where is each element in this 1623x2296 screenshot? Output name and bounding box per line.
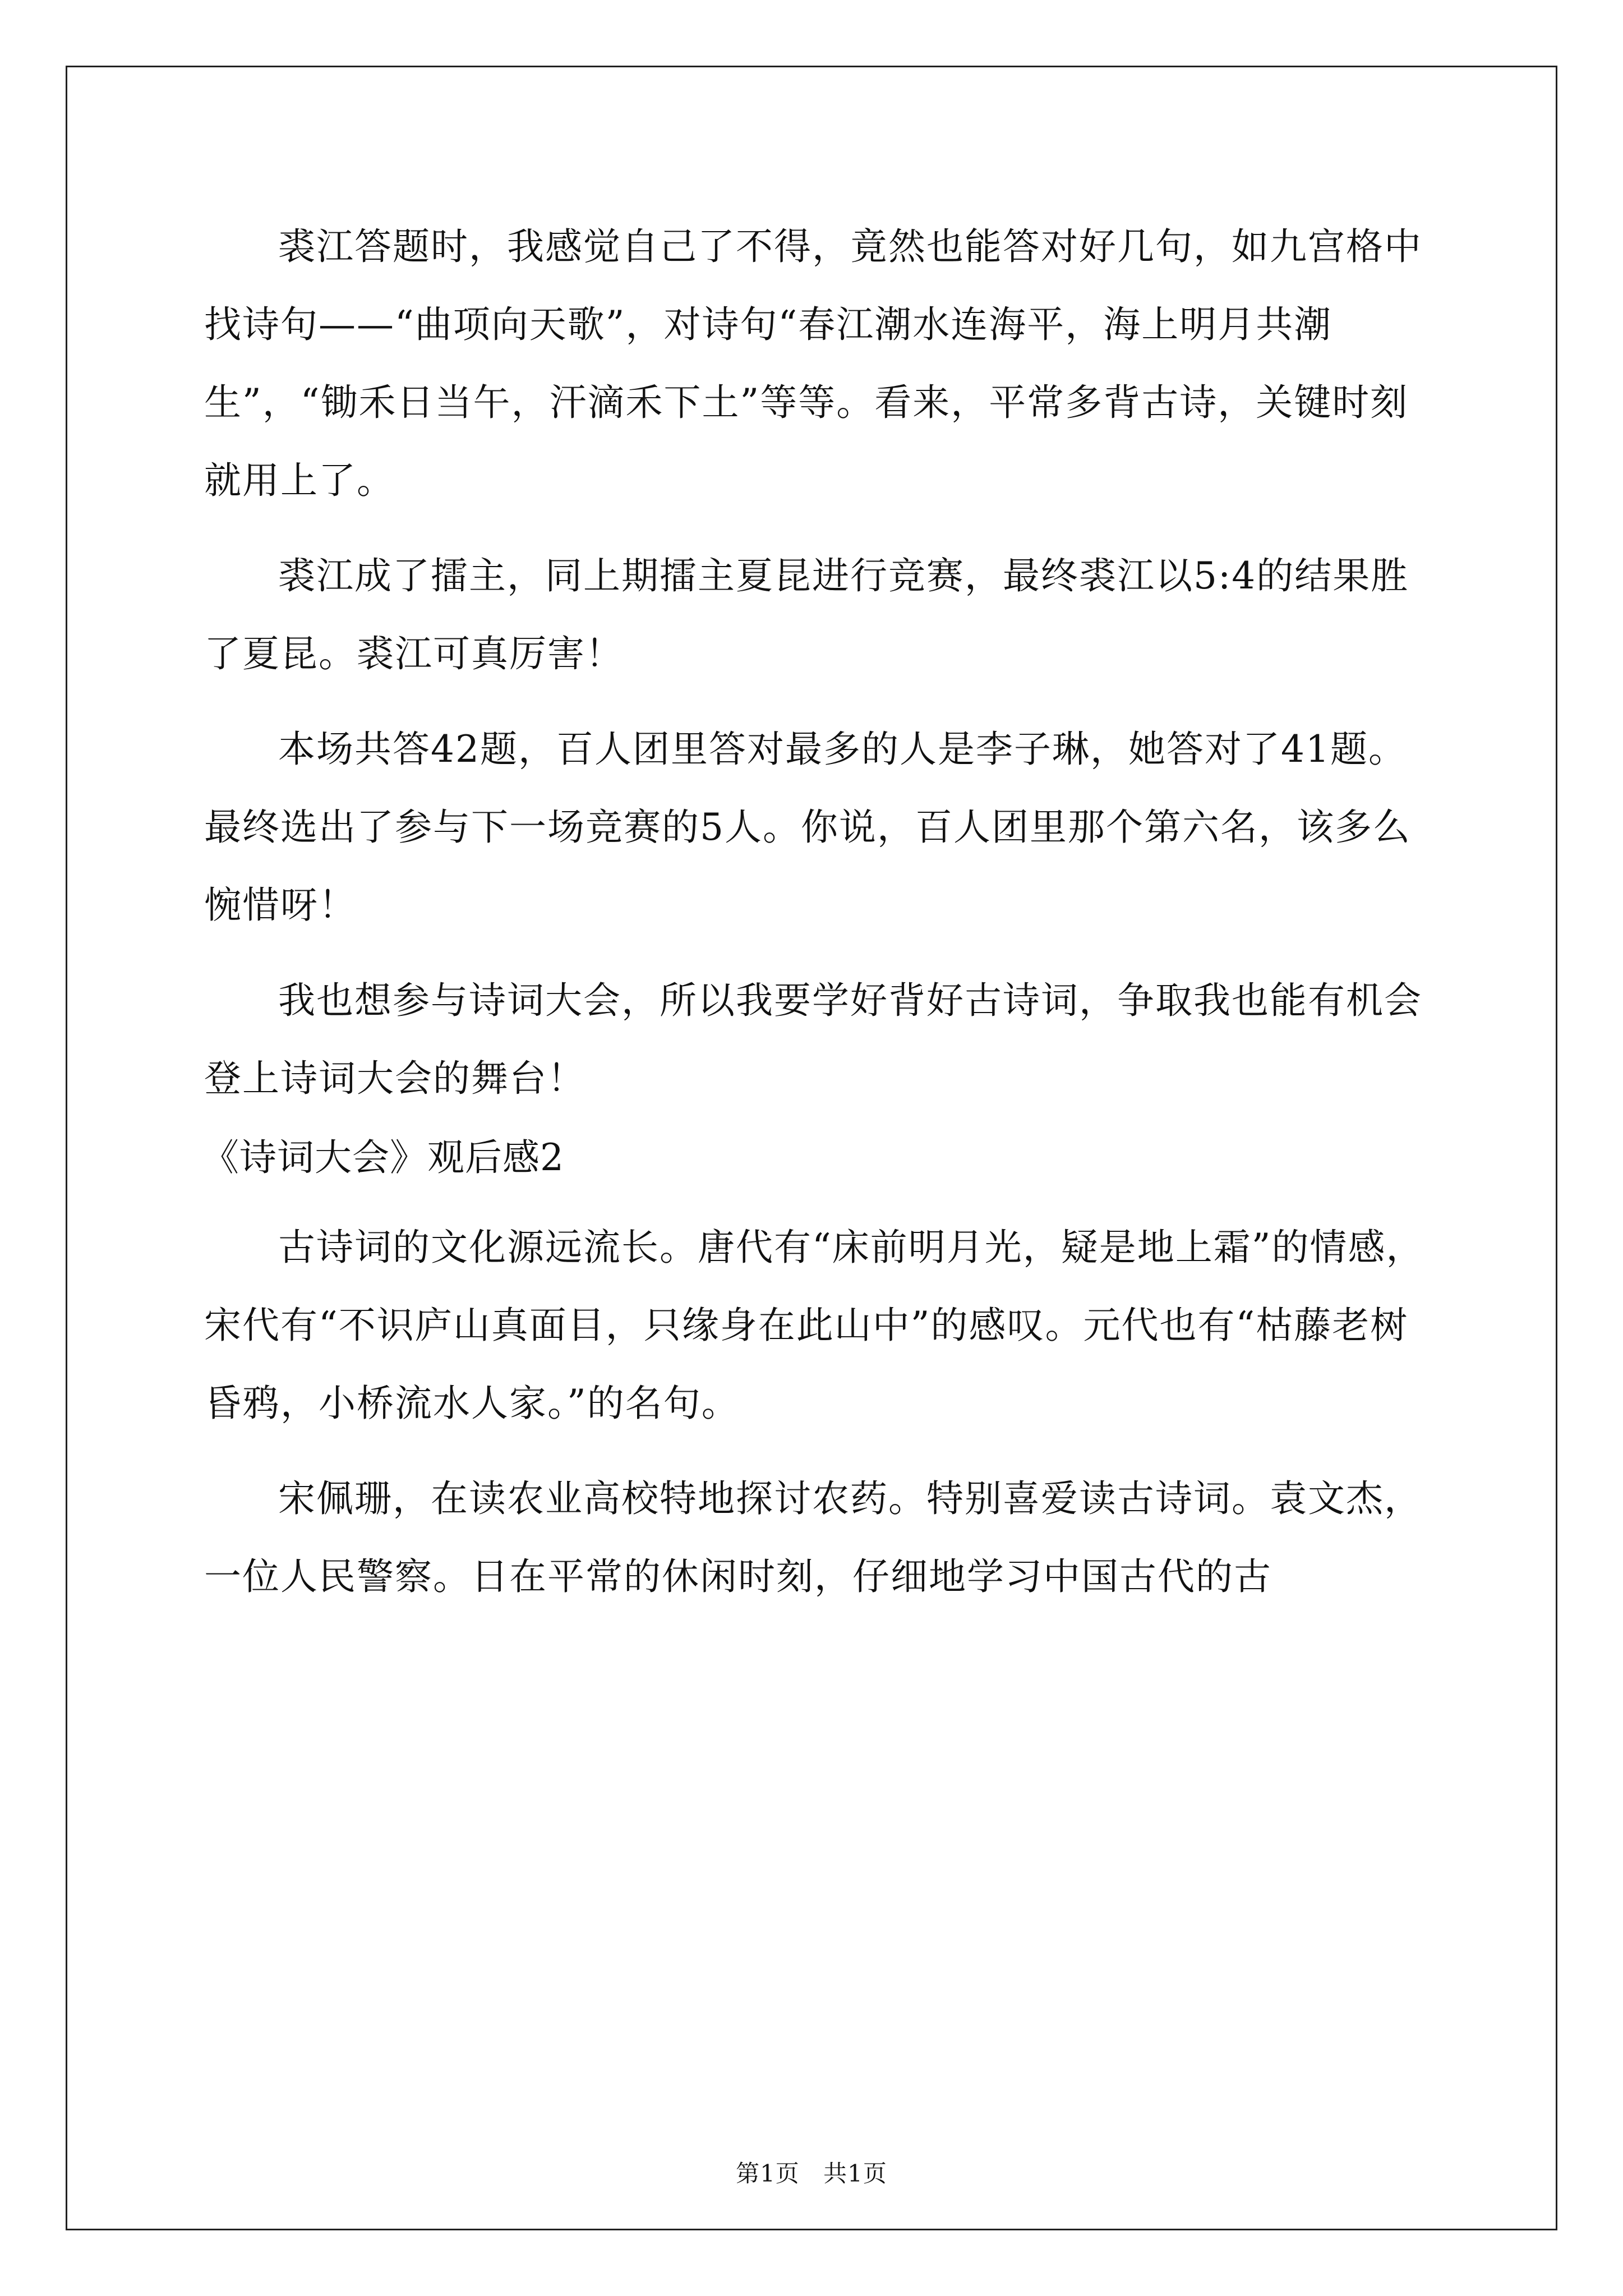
paragraph-5: 古诗词的文化源远流长。唐代有“床前明月光，疑是地上霜”的情感，宋代有“不识庐山真面目，只缘身在此山中”的感叹。元代也有“枯藤老树昏鸦，小桥流水人家。”的名句。 <box>204 1226 1424 1425</box>
paragraph-3: 本场共答42题，百人团里答对最多的人是李子琳，她答对了41题。最终选出了参与下一场竞赛的5人。你说，百人团里那个第六名，该多么惋惜呀！ <box>204 728 1411 927</box>
page-number: 第1页 <box>736 2160 800 2187</box>
document-body <box>204 208 1438 1633</box>
page-total: 共1页 <box>823 2160 887 2187</box>
section-title: 《诗词大会》观后感2 <box>202 1136 564 1179</box>
paragraph-2: 裘江成了擂主，同上期擂主夏昆进行竞赛，最终裘江以5:4的结果胜了夏昆。裘江可真厉害！ <box>204 554 1409 675</box>
paragraph-4: 我也想参与诗词大会，所以我要学好背好古诗词，争取我也能有机会登上诗词大会的舞台！ <box>204 979 1422 1100</box>
paragraph-6: 宋佩珊，在读农业高校特地探讨农药。特别喜爱读古诗词。袁文杰，一位人民警察。日在平常的休闲时刻，仔细地学习中国古代的古 <box>204 1477 1422 1598</box>
paragraph-1: 裘江答题时，我感觉自己了不得，竟然也能答对好几句，如九宫格中找诗句——“曲项向天歌”，对诗句“春江潮水连海平，海上明月共潮生”，“锄禾日当午，汗滴禾下土”等等。看来，平常多背古诗，关键时刻就用上了。 <box>204 225 1422 502</box>
page-footer <box>0 2160 1623 2188</box>
